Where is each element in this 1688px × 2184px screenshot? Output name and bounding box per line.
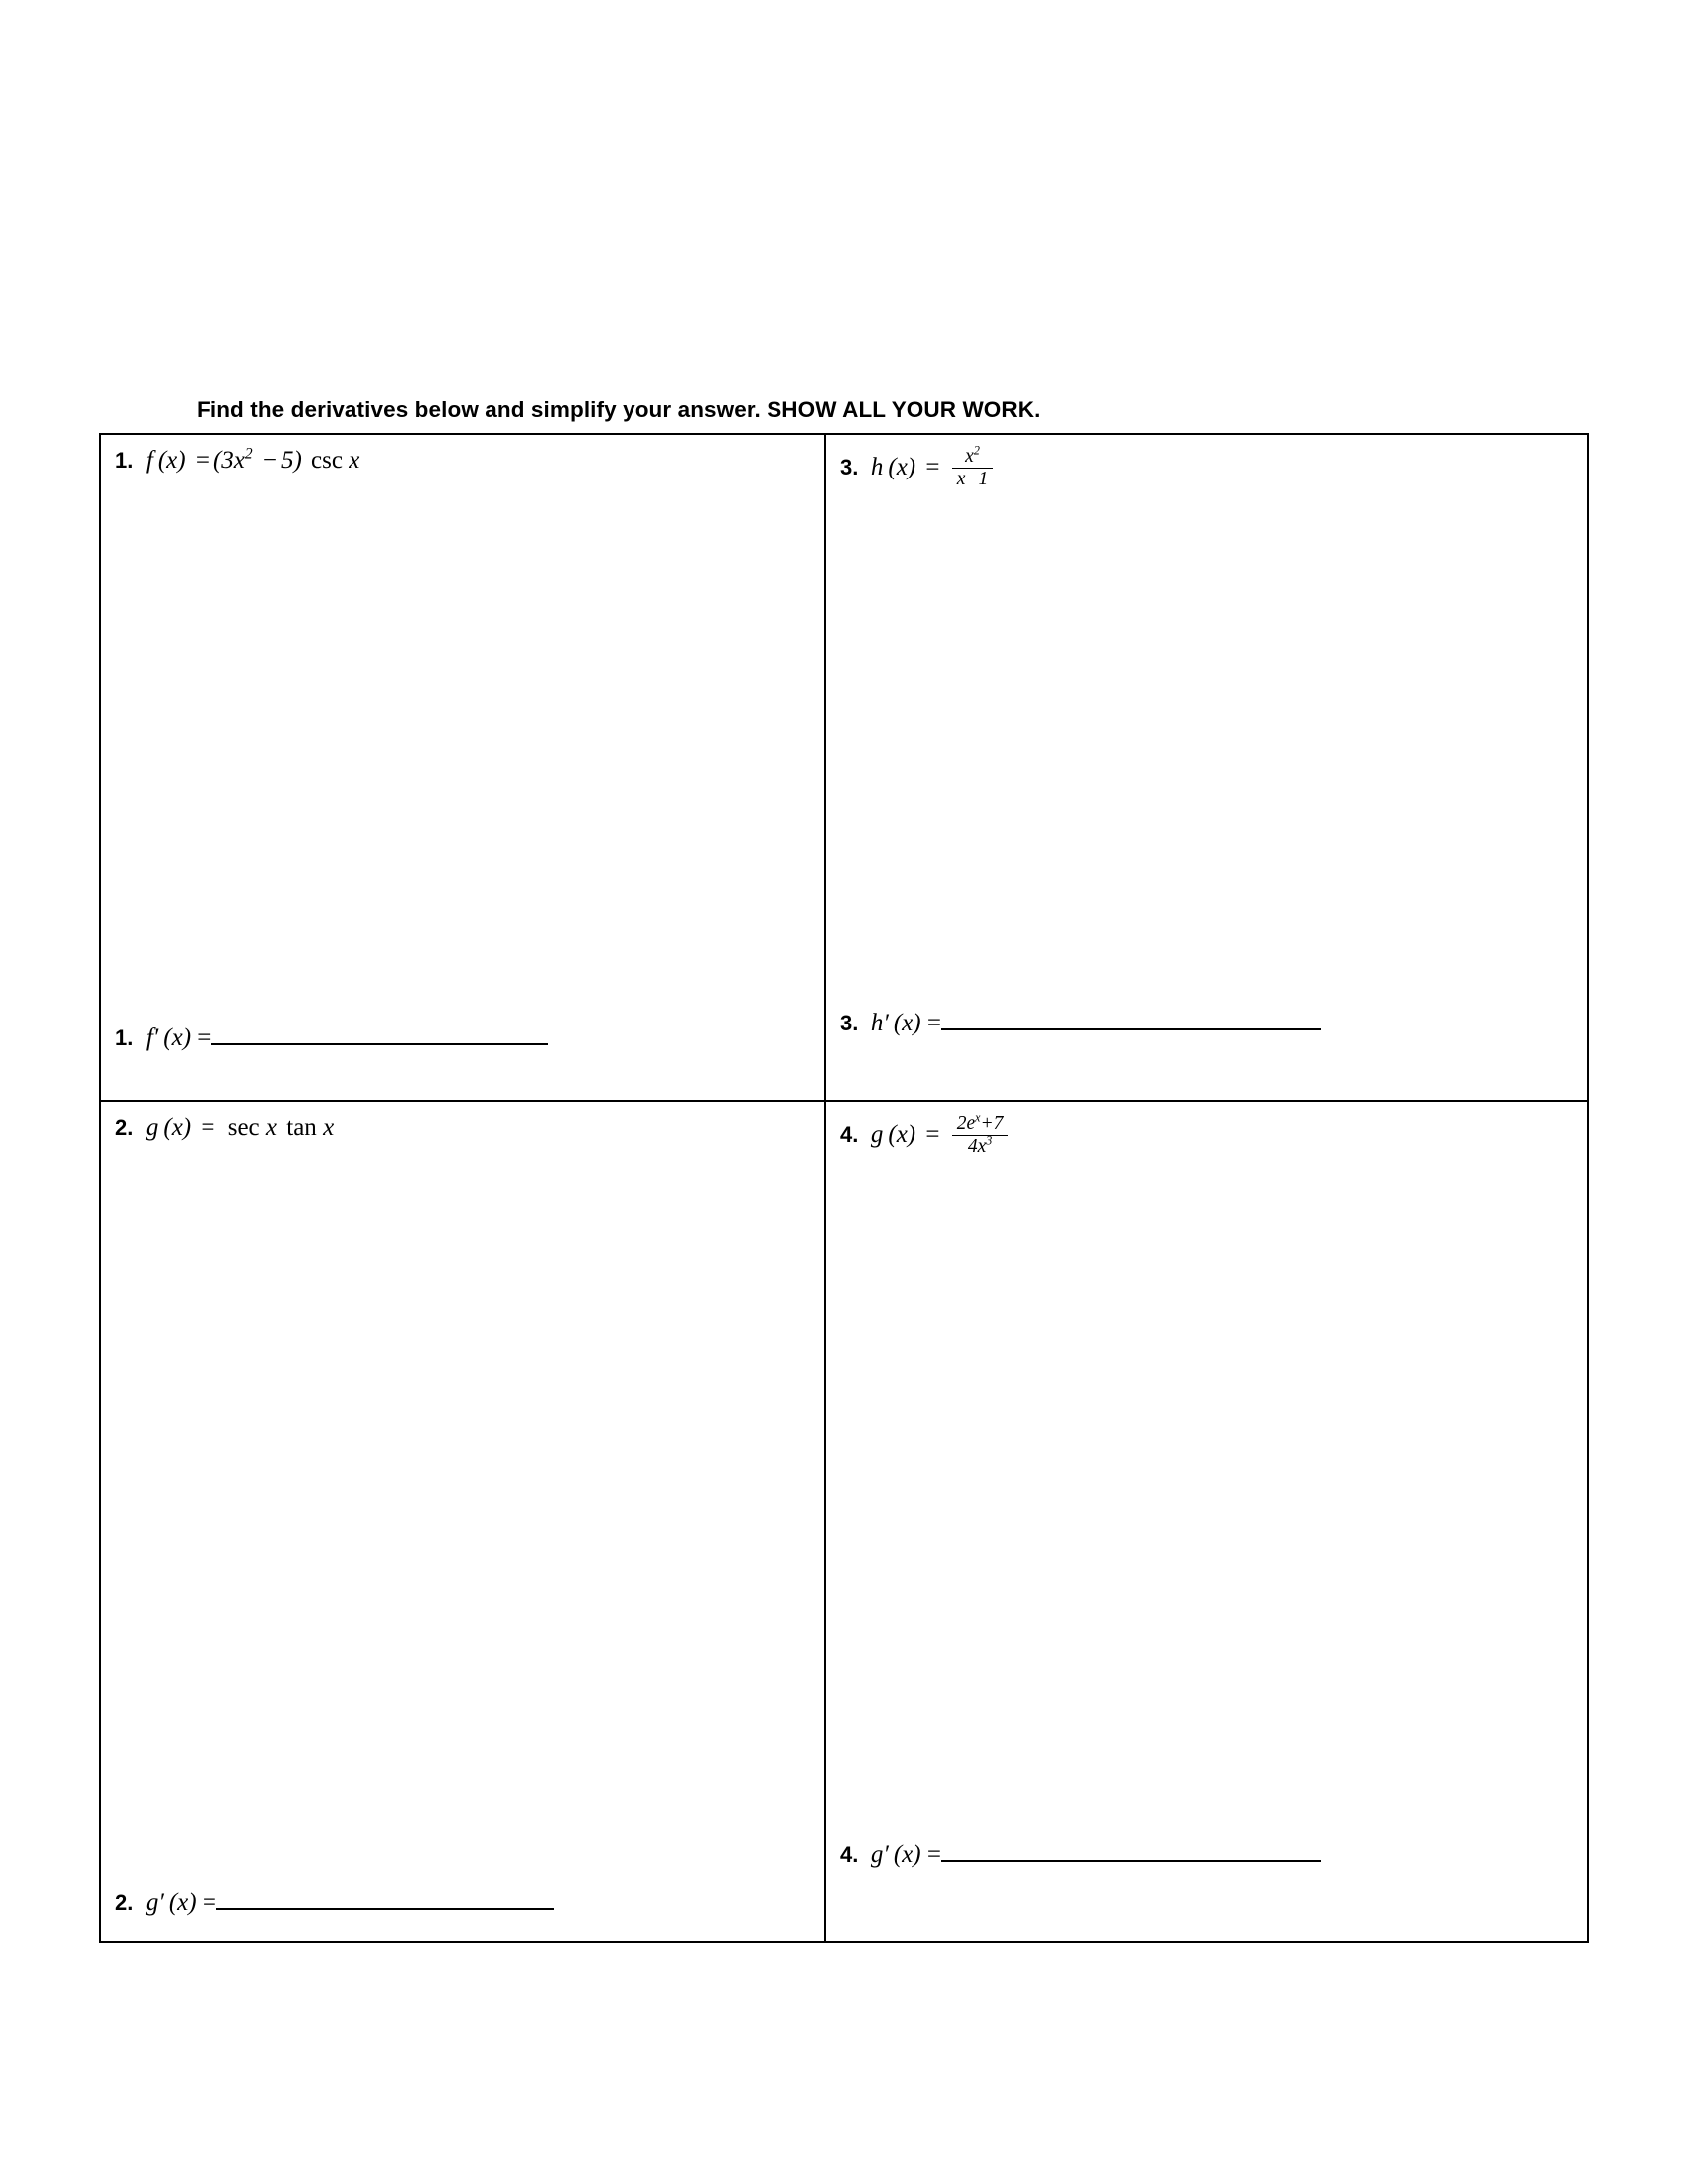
problems-grid [99, 433, 1589, 1943]
problem-4-answer-number: 4. [840, 1843, 859, 1867]
problem-1-answer-number: 1. [115, 1025, 134, 1050]
problem-cell-1[interactable] [101, 435, 826, 1100]
instructions-text: Find the derivatives below and simplify your answer. SHOW ALL YOUR WORK. [197, 397, 1041, 422]
problem-2-number: 2. [115, 1115, 134, 1140]
problem-cell-2[interactable] [101, 1102, 826, 1941]
problem-cell-3[interactable] [826, 435, 1586, 1100]
problem-2-answer-line[interactable]: 2. g′ (x) = [115, 1889, 554, 1917]
problem-cell-4[interactable] [826, 1102, 1586, 1941]
problem-1-answer-blank[interactable] [211, 1024, 548, 1045]
problem-2-answer-number: 2. [115, 1890, 134, 1915]
problem-4-answer-line[interactable]: 4. g′ (x) = [840, 1842, 1321, 1869]
problem-3-fraction: $\frac{x^2}{x-1}$ [952, 446, 994, 490]
problem-3-answer-blank[interactable] [941, 1010, 1321, 1030]
problem-4-statement: 4. g (x) = $\frac{2e^x+7}{4x^3}$ [840, 1114, 1572, 1159]
problem-2-answer-blank[interactable] [216, 1889, 554, 1910]
problem-2-statement: 2. g (x) = sec x tan x [115, 1114, 335, 1141]
problems-row-1 [101, 435, 1587, 1102]
problem-3-answer-number: 3. [840, 1011, 859, 1035]
problem-4-number: 4. [840, 1122, 859, 1148]
problem-3-statement: 3. h (x) = $\frac{x^2}{x-1}$ [840, 447, 1572, 491]
problem-1-statement: 1. f $(x) = (3x^2 - 5)$ csc x [115, 445, 360, 474]
problem-1-answer-line[interactable]: 1. f′ (x) = [115, 1024, 548, 1052]
worksheet-body [99, 397, 1589, 1943]
problem-3-number: 3. [840, 455, 859, 480]
problem-4-answer-blank[interactable] [941, 1842, 1321, 1862]
problems-row-2 [101, 1102, 1587, 1941]
problem-4-fraction: $\frac{2e^x+7}{4x^3}$ [952, 1113, 1009, 1158]
problem-1-number: 1. [115, 448, 134, 473]
problem-3-answer-line[interactable]: 3. h′ (x) = [840, 1010, 1321, 1037]
